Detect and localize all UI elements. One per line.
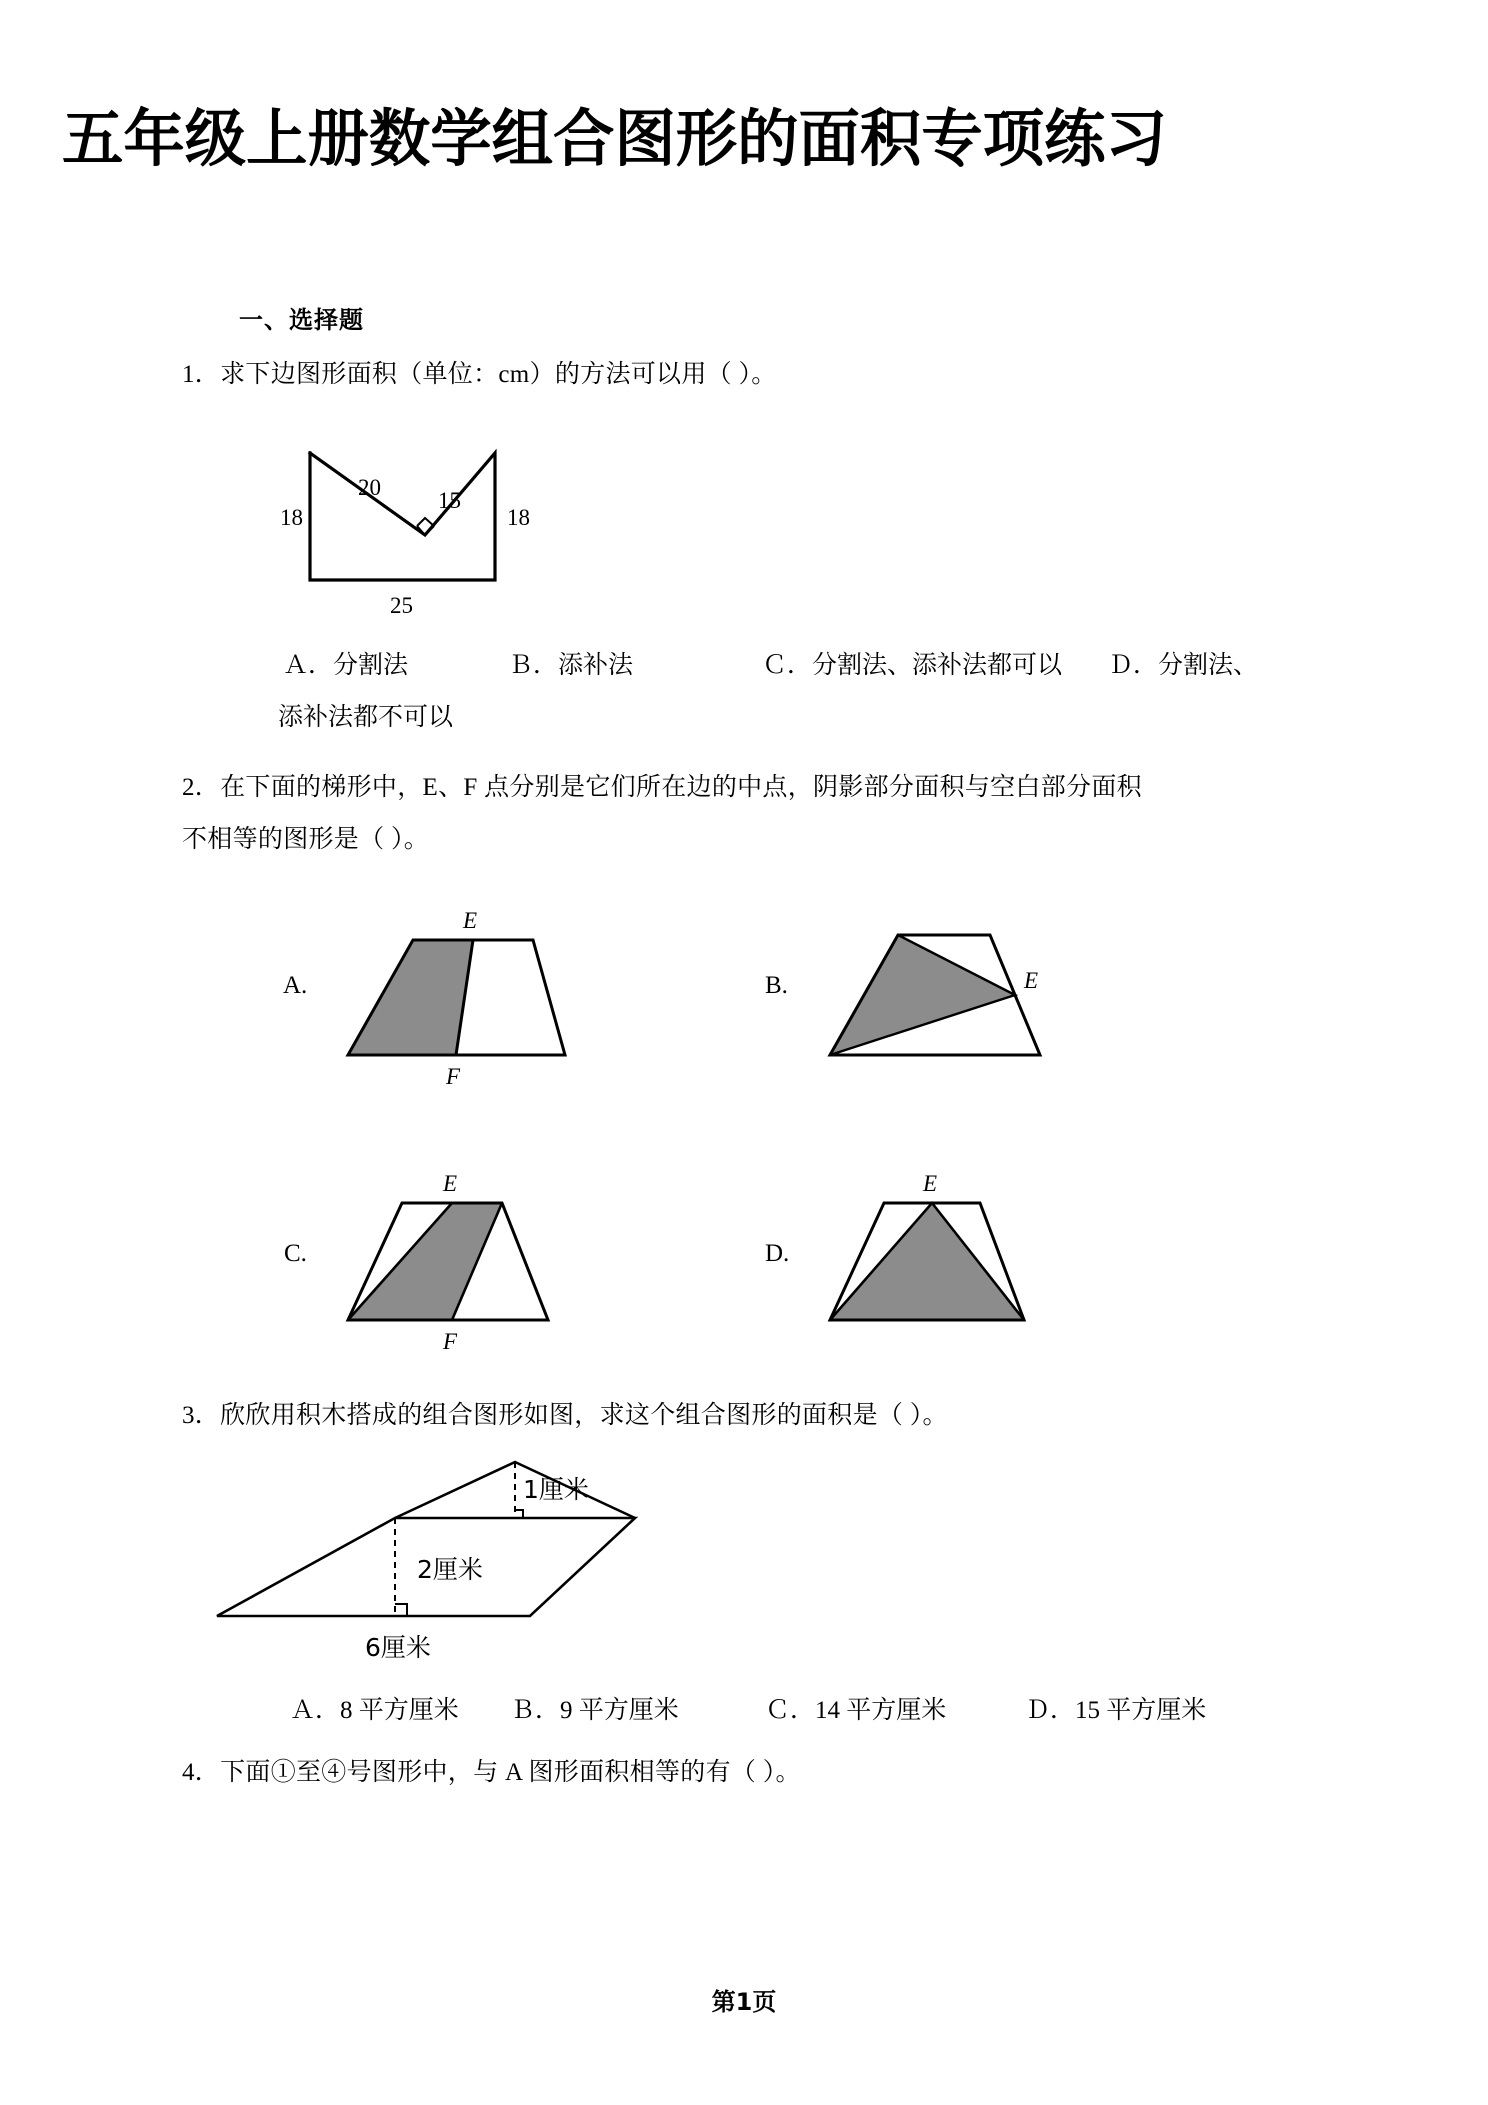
question-3-option-d[interactable]: Ｄ．15 平方厘米 [1025,1697,1207,1724]
question-1-option-b[interactable]: Ｂ．添补法 [508,652,634,679]
question-2-stem-line-2: 不相等的图形是（ ）。 [182,826,430,853]
question-2-stem-line-1: 2．在下面的梯形中，E、F 点分别是它们所在边的中点，阴影部分面积与空白部分面积 [182,774,1142,801]
vertex-label-E: E [443,1171,458,1196]
question-1-option-c[interactable]: Ｃ．分割法、添补法都可以 [762,652,1063,679]
vertex-label-F: F [446,1064,461,1089]
page-title: 五年级上册数学组合图形的面积专项练习 [62,102,1167,175]
vertex-label-E: E [1024,968,1039,993]
question-2-choice-b-figure[interactable] [812,900,1072,1100]
label-triangle-height: 1厘米 [523,1475,589,1504]
question-2-choice-a-letter[interactable]: A. [283,972,308,999]
question-1-figure [225,425,645,620]
question-2-choice-c-letter[interactable]: C. [284,1240,307,1267]
question-1-option-d[interactable]: Ｄ．分割法、 [1108,652,1259,679]
question-2-choice-b-letter[interactable]: B. [765,972,788,999]
label-base: 6厘米 [365,1633,431,1662]
question-4-stem: 4．下面①至④号图形中，与 A 图形面积相等的有（ ）。 [182,1759,801,1786]
question-3-stem: 3．欣欣用积木搭成的组合图形如图，求这个组合图形的面积是（ ）。 [182,1402,948,1429]
vertex-label-E: E [463,908,478,933]
question-2-choice-d-figure[interactable] [812,1165,1062,1375]
question-3-option-c[interactable]: Ｃ．14 平方厘米 [765,1697,947,1724]
section-heading-multiple-choice: 一、选择题 [239,306,364,334]
question-1-option-a[interactable]: Ａ．分割法 [283,652,409,679]
question-3-figure [205,1448,725,1668]
question-3-option-b[interactable]: Ｂ．9 平方厘米 [510,1697,679,1724]
page-number-footer: 第1页 [711,1988,777,2016]
label-15: 15 [438,488,461,513]
label-left-18: 18 [280,505,303,530]
label-bottom-25: 25 [390,593,413,618]
label-20: 20 [358,475,381,500]
vertex-label-F: F [443,1329,458,1354]
vertex-label-E: E [923,1171,938,1196]
question-1-stem: 1．求下边图形面积（单位：cm）的方法可以用（ ）。 [182,361,777,388]
question-2-choice-a-figure[interactable] [330,900,580,1115]
question-1-option-d-continued: 添补法都不可以 [278,704,454,731]
label-right-18: 18 [507,505,530,530]
label-parallelogram-height: 2厘米 [417,1555,483,1584]
question-2-choice-c-figure[interactable] [330,1165,580,1380]
question-2-choice-d-letter[interactable]: D. [765,1240,790,1267]
question-3-option-a[interactable]: Ａ．8 平方厘米 [290,1697,459,1724]
